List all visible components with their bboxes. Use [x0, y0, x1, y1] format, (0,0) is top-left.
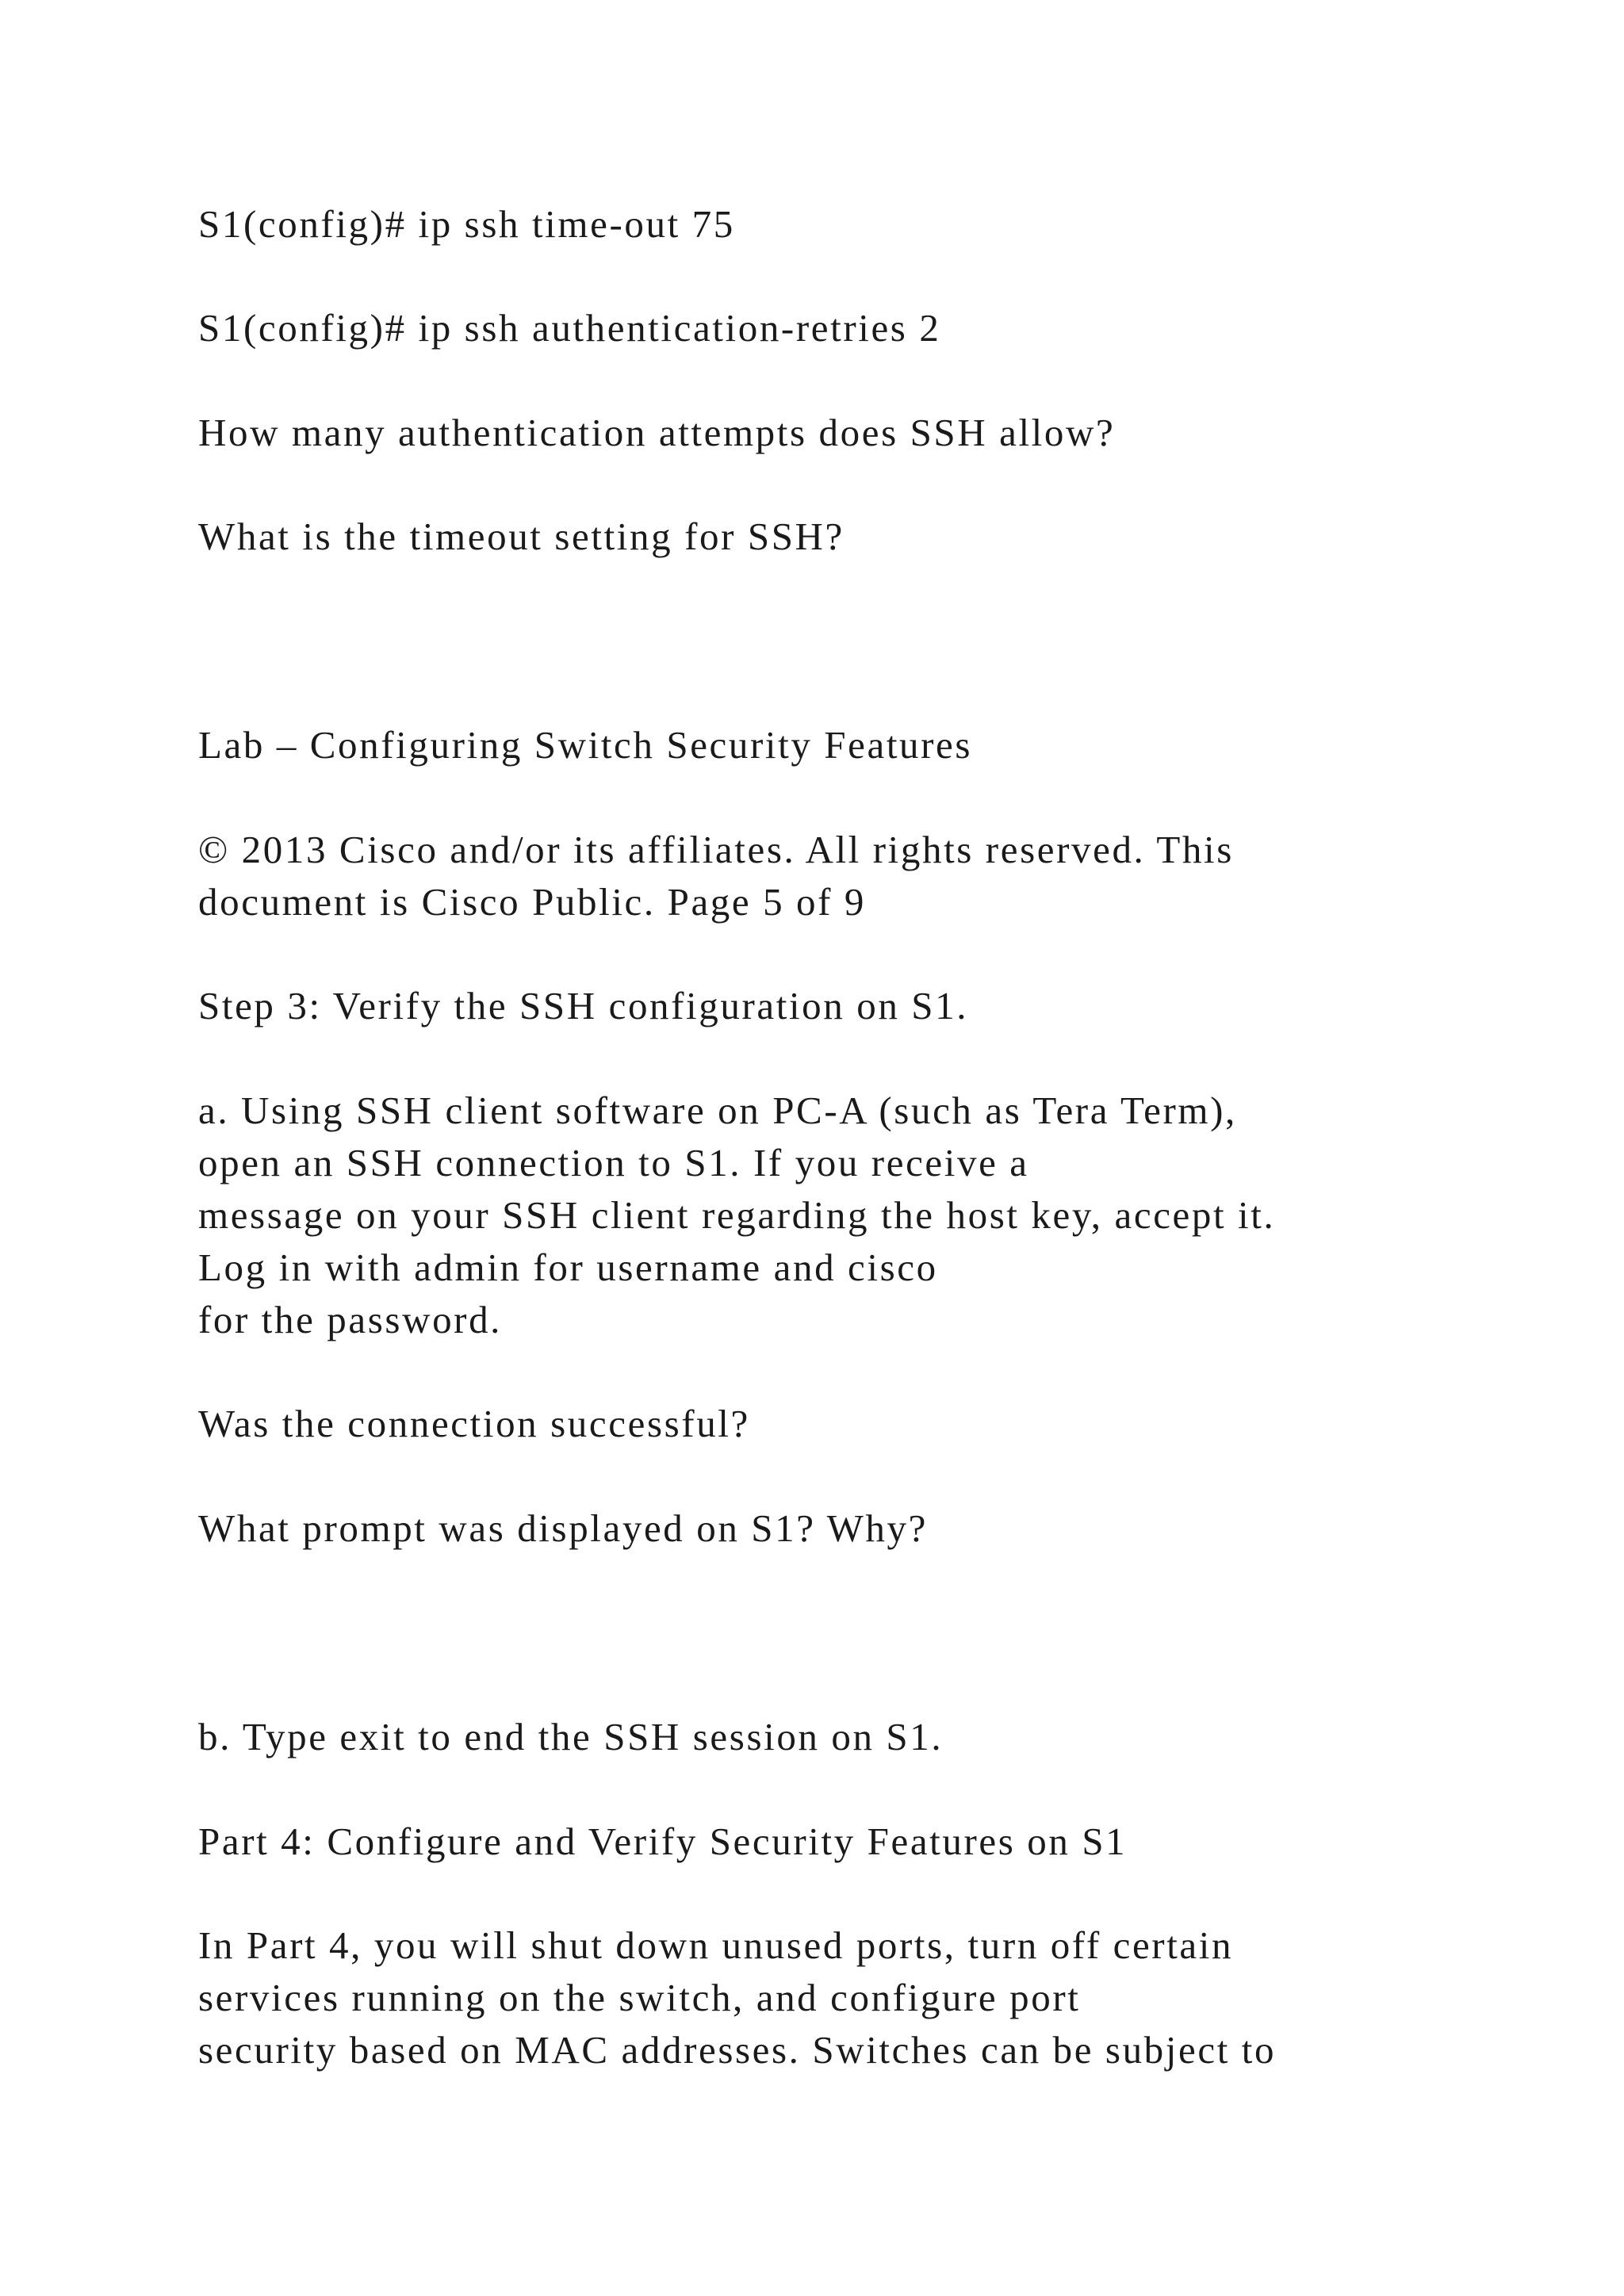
step-a-line-1: a. Using SSH client software on PC-A (such as Tera Term),: [198, 1089, 1237, 1132]
question-connection: Was the connection successful?: [198, 1402, 750, 1445]
step-a-line-3: message on your SSH client regarding the host key, accept it.: [198, 1193, 1276, 1237]
config-line-retries: S1(config)# ip ssh authentication-retries 2: [198, 306, 941, 350]
lab-title: Lab – Configuring Switch Security Features: [198, 723, 973, 767]
step-a-line-2: open an SSH connection to S1. If you receive a: [198, 1141, 1029, 1184]
copyright-line-1: © 2013 Cisco and/or its affiliates. All rights reserved. This: [198, 828, 1234, 871]
part-4-intro-line-3: security based on MAC addresses. Switches can be subject to: [198, 2028, 1277, 2072]
part-4-intro-line-2: services running on the switch, and configure port: [198, 1976, 1081, 2019]
copyright-line-2: document is Cisco Public. Page 5 of 9: [198, 880, 867, 924]
question-prompt: What prompt was displayed on S1? Why?: [198, 1506, 928, 1550]
part-4-heading: Part 4: Configure and Verify Security Features on S1: [198, 1820, 1128, 1863]
part-4-intro-line-1: In Part 4, you will shut down unused ports, turn off certain: [198, 1923, 1234, 1967]
step-b: b. Type exit to end the SSH session on S1.: [198, 1715, 944, 1758]
question-timeout: What is the timeout setting for SSH?: [198, 515, 845, 558]
config-line-timeout: S1(config)# ip ssh time-out 75: [198, 202, 735, 246]
step-3-heading: Step 3: Verify the SSH configuration on S1.: [198, 984, 969, 1027]
question-auth-attempts: How many authentication attempts does SSH allow?: [198, 411, 1116, 454]
step-a-line-5: for the password.: [198, 1298, 503, 1341]
step-a-line-4: Log in with admin for username and cisco: [198, 1246, 938, 1289]
